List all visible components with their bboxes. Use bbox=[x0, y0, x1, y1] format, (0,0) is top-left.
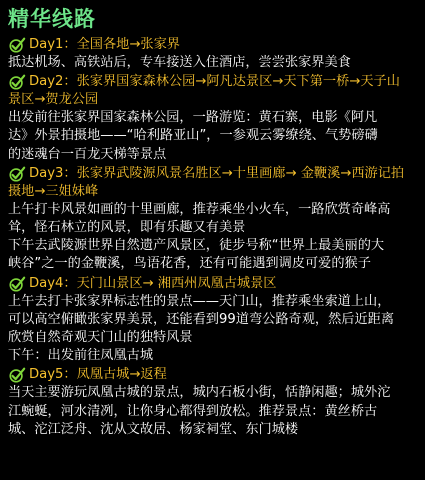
day-title-row bbox=[8, 91, 417, 109]
description-line: 欣赏自然奇观天门山的独特风景 bbox=[8, 330, 193, 346]
day-title-row bbox=[8, 183, 417, 201]
day-description bbox=[8, 109, 417, 164]
description-line: 上午打卡风景如画的十里画廊，推荐乘坐小火车，一路欣赏奇峰高 bbox=[8, 201, 391, 217]
description-line: 峡谷”之一的金鞭溪，鸟语花香，还有可能遇到调皮可爱的猴子 bbox=[8, 256, 371, 272]
day-title-row bbox=[8, 366, 417, 384]
description-line: 江蜿蜒，河水清冽，让你身心都得到放松。推荐景点：黄丝桥古 bbox=[8, 403, 378, 419]
day-title: 景区→贺龙公园 bbox=[8, 92, 99, 108]
description-line: 抵达机场、高铁站后，专车接送入住酒店，尝尝张家界美食 bbox=[8, 55, 351, 70]
day-title: 摄地→三姐妹峰 bbox=[8, 183, 99, 199]
description-line: 耸，怪石林立的风景，即有乐趣又有美景 bbox=[8, 220, 246, 236]
day-section bbox=[8, 366, 417, 439]
day-title-row bbox=[8, 36, 417, 54]
description-line: 下午：出发前往凤凰古城 bbox=[8, 348, 154, 364]
description-line: 可以高空俯瞰张家界美景，还能看到99道弯公路奇观，然后近距离 bbox=[8, 311, 395, 327]
description-line: 上午去打卡张家界标志性的景点——天门山，推荐乘坐索道上山， bbox=[8, 293, 391, 309]
day-section bbox=[8, 275, 417, 366]
checkmark-icon bbox=[8, 36, 26, 54]
day-title-row bbox=[8, 275, 417, 293]
day-title-row bbox=[8, 73, 417, 91]
day-section bbox=[8, 73, 417, 164]
day-description bbox=[8, 54, 417, 72]
description-line: 下午去武陵源世界自然遗产风景区，徒步号称“世界上最美丽的大 bbox=[8, 238, 385, 254]
day-title: Day1：全国各地→张家界 bbox=[29, 37, 180, 52]
page-title: 精华线路 bbox=[8, 7, 96, 31]
checkmark-icon bbox=[8, 165, 26, 183]
day-description bbox=[8, 293, 417, 366]
day-description bbox=[8, 384, 417, 439]
checkmark-icon bbox=[8, 73, 26, 91]
checkmark-icon bbox=[8, 366, 26, 384]
day-title-row bbox=[8, 165, 417, 183]
day-list bbox=[8, 36, 417, 439]
day-section bbox=[8, 36, 417, 72]
day-description bbox=[8, 201, 417, 274]
description-line: 当天主要游玩凤凰古城的景点，城内石板小街，恬静闲趣；城外沱 bbox=[8, 385, 391, 401]
description-line: 达》外景拍摄地——“哈利路亚山”，一参观云雾缭绕、气势磅礴 bbox=[8, 128, 378, 144]
description-line: 城、沱江泛舟、沈从文故居、杨家祠堂、东门城楼 bbox=[8, 421, 299, 437]
day-title: Day2：张家界国家森林公园→阿凡达景区→天下第一桥→天子山 bbox=[29, 74, 400, 90]
day-section bbox=[8, 165, 417, 274]
checkmark-icon bbox=[8, 275, 26, 293]
description-line: 的迷魂台一百龙天梯等景点 bbox=[8, 146, 167, 162]
day-title: Day3：张家界武陵源风景名胜区→十里画廊→ 金鞭溪→西游记拍 bbox=[29, 165, 405, 181]
day-title: Day5：凤凰古城→返程 bbox=[29, 367, 167, 383]
day-title: Day4：天门山景区→ 湘西州凤凰古城景区 bbox=[29, 275, 277, 291]
description-line: 出发前往张家界国家森林公园，一路游览：黄石寨，电影《阿凡 bbox=[8, 110, 378, 126]
